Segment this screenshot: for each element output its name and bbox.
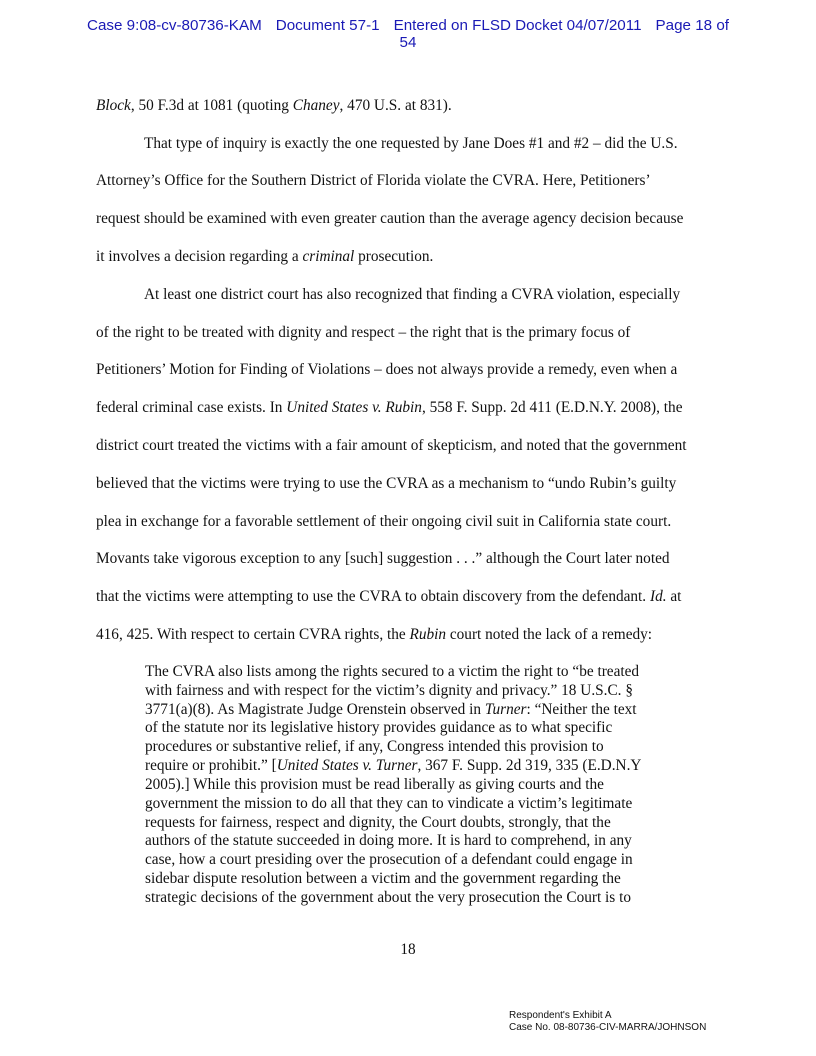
quote-line: requests for fairness, respect and dignity, the Court doubts, strongly, that the bbox=[145, 814, 611, 831]
text-segment: 3771(a)(8). As Magistrate Judge Orenstein observed in bbox=[145, 701, 485, 718]
case-citation: Rubin bbox=[409, 626, 447, 643]
header-docket-entry: Entered on FLSD Docket 04/07/2011 bbox=[393, 17, 642, 34]
text-line: plea in exchange for a favorable settlement of their ongoing civil suit in California state court. bbox=[96, 513, 672, 530]
header-document-number: Document 57-1 bbox=[275, 17, 380, 34]
quote-line: case, how a court presiding over the prosecution of a defendant could engage in bbox=[145, 851, 633, 868]
text-segment: : “Neither the text bbox=[526, 701, 637, 718]
text-segment: prosecution. bbox=[354, 248, 434, 265]
quote-line: government the mission to do all that they can to vindicate a victim’s legitimate bbox=[145, 795, 633, 812]
text-line: Attorney’s Office for the Southern District of Florida violate the CVRA. Here, Petitioners’ bbox=[96, 172, 651, 189]
case-citation: Block bbox=[96, 97, 131, 114]
text-segment: , 470 U.S. at 831). bbox=[339, 97, 452, 114]
text-segment: , 367 F. Supp. 2d 319, 335 (E.D.N.Y bbox=[417, 757, 642, 774]
text-line: That type of inquiry is exactly the one requested by Jane Does #1 and #2 – did the U.S. bbox=[144, 135, 678, 152]
quote-line bbox=[145, 701, 637, 719]
text-segment: at bbox=[666, 588, 682, 605]
text-segment: that the victims were attempting to use the CVRA to obtain discovery from the defendant. bbox=[96, 588, 650, 605]
text-line: Petitioners’ Motion for Finding of Violations – does not always provide a remedy, even when a bbox=[96, 361, 678, 378]
text-line bbox=[96, 97, 452, 115]
text-line bbox=[96, 248, 433, 266]
quote-line: sidebar dispute resolution between a victim and the government regarding the bbox=[145, 870, 621, 887]
text-segment: court noted the lack of a remedy: bbox=[446, 626, 653, 643]
case-citation: United States v. Rubin bbox=[286, 399, 422, 416]
quote-line bbox=[145, 757, 641, 775]
text-line bbox=[96, 588, 681, 606]
quote-line: authors of the statute succeeded in doing more. It is hard to comprehend, in any bbox=[145, 832, 632, 849]
text-segment: 416, 425. With respect to certain CVRA rights, the bbox=[96, 626, 410, 643]
quote-line: The CVRA also lists among the rights secured to a victim the right to “be treated bbox=[145, 663, 640, 680]
text-line: At least one district court has also recognized that finding a CVRA violation, especially bbox=[144, 286, 681, 303]
quote-line: 2005).] While this provision must be read liberally as giving courts and the bbox=[145, 776, 604, 793]
header-case-number: Case 9:08-cv-80736-KAM bbox=[86, 17, 262, 34]
text-segment: federal criminal case exists. In bbox=[96, 399, 287, 416]
text-segment: require or prohibit.” [ bbox=[145, 757, 277, 774]
text-line: request should be examined with even greater caution than the average agency decision because bbox=[96, 210, 684, 227]
page-number: 18 bbox=[400, 941, 416, 958]
text-segment: , 50 F.3d at 1081 (quoting bbox=[130, 97, 293, 114]
text-line bbox=[96, 399, 682, 417]
text-line: of the right to be treated with dignity and respect – the right that is the primary focus of bbox=[96, 324, 631, 341]
header-page-prefix: Page 18 of bbox=[655, 17, 729, 34]
header-page-total: 54 bbox=[399, 34, 417, 51]
exhibit-label: Respondent's Exhibit A bbox=[509, 1010, 612, 1021]
text-line bbox=[96, 626, 652, 644]
quote-line: strategic decisions of the government about the very prosecution the Court is to bbox=[145, 889, 631, 906]
ecf-header bbox=[60, 17, 756, 51]
exhibit-case-number: Case No. 08-80736-CIV-MARRA/JOHNSON bbox=[509, 1022, 707, 1033]
case-citation: United States v. Turner bbox=[276, 757, 418, 774]
case-citation: Chaney bbox=[292, 97, 340, 114]
text-line: Movants take vigorous exception to any [such] suggestion . . .” although the Court later noted bbox=[96, 550, 670, 567]
text-segment: , 558 F. Supp. 2d 411 (E.D.N.Y. 2008), the bbox=[421, 399, 683, 416]
exhibit-stamp bbox=[509, 1010, 706, 1034]
text-line: believed that the victims were trying to use the CVRA as a mechanism to “undo Rubin’s guilty bbox=[96, 475, 677, 492]
quote-line: with fairness and with respect for the victim’s dignity and privacy.” 18 U.S.C. § bbox=[145, 682, 633, 699]
emphasis: criminal bbox=[302, 248, 355, 265]
quote-line: of the statute nor its legislative history provides guidance as to what specific bbox=[145, 719, 613, 736]
text-line: district court treated the victims with a fair amount of skepticism, and noted that the government bbox=[96, 437, 687, 454]
case-citation: Id. bbox=[649, 588, 667, 605]
text-segment: it involves a decision regarding a bbox=[96, 248, 303, 265]
quote-line: procedures or substantive relief, if any, Congress intended this provision to bbox=[145, 738, 604, 755]
case-citation: Turner bbox=[484, 701, 527, 718]
